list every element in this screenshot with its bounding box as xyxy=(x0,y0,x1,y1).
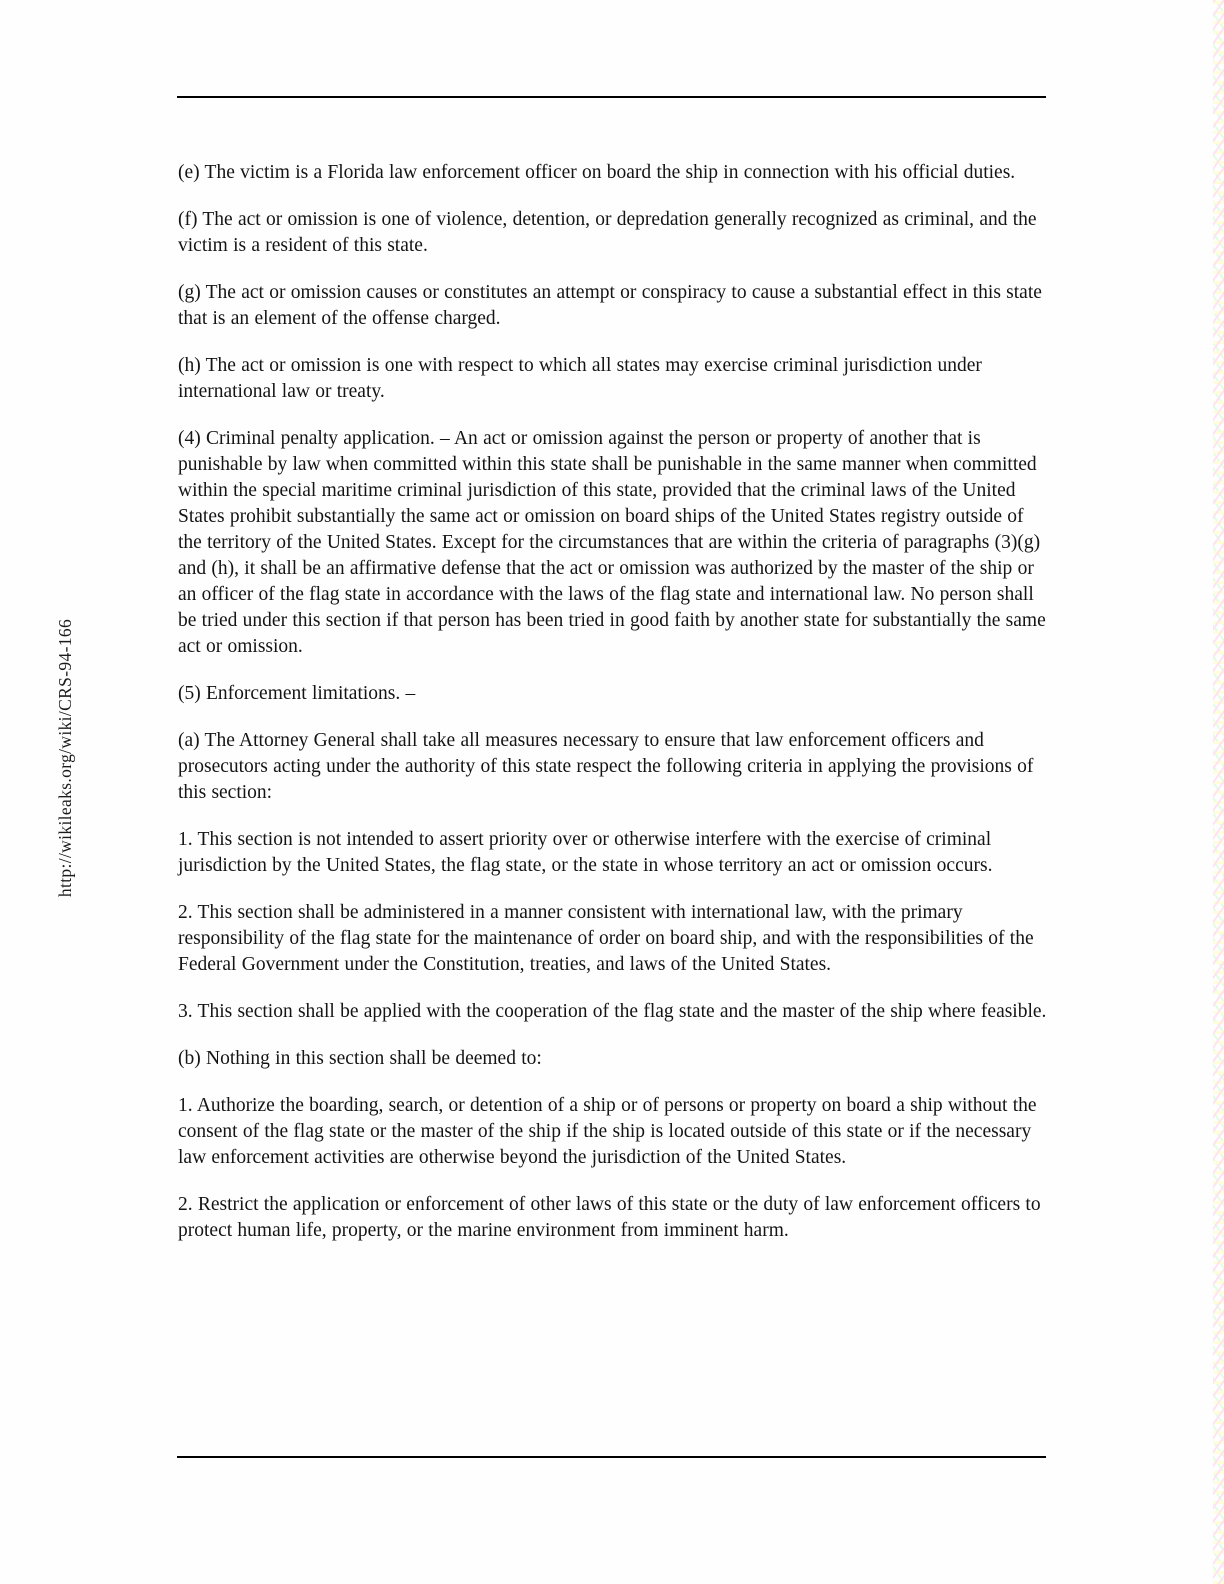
paragraph-5-enforcement-limitations: (5) Enforcement limitations. – xyxy=(178,683,416,704)
paragraph-e: (e) The victim is a Florida law enforcement officer on board the ship in connection with his official duties. xyxy=(178,162,1016,183)
paragraph-5b: (b) Nothing in this section shall be deemed to: xyxy=(178,1048,542,1069)
paragraph-5a-1: 1. This section is not intended to assert priority over or otherwise interfere with the exercise of criminal jurisdiction by the United States, the flag state, or the state in whose territory an act or omission occurs. xyxy=(178,829,993,876)
paragraph-4-criminal-penalty: (4) Criminal penalty application. – An act or omission against the person or property of another that is punishable by law when committed within this state shall be punishable in the same manner when committed within the special maritime criminal jurisdiction of this state, provided that the criminal laws of the United States prohibit substantially the same act or omission on board ships of the United States registry outside of the territory of the United States. Except for the circumstances that are within the criteria of paragraphs (3)(g) and (h), it shall be an affirmative defense that the act or omission was authorized by the master of the ship or an officer of the flag state in accordance with the laws of the flag state and international law. No person shall be tried under this section if that person has been tried in good faith by another state for substantially the same act or omission. xyxy=(178,428,1046,657)
paragraph-5a-3: 3. This section shall be applied with the cooperation of the flag state and the master of the ship where feasible. xyxy=(178,1001,1047,1022)
document-body xyxy=(178,160,1048,1265)
bottom-rule xyxy=(177,1456,1046,1458)
paragraph-h: (h) The act or omission is one with respect to which all states may exercise criminal jurisdiction under international law or treaty. xyxy=(178,355,982,402)
edge-confetti-pattern xyxy=(1213,0,1224,1584)
top-rule xyxy=(177,96,1046,98)
paragraph-5b-2: 2. Restrict the application or enforcement of other laws of this state or the duty of law enforcement officers to protect human life, property, or the marine environment from imminent harm. xyxy=(178,1194,1041,1241)
paragraph-5b-1: 1. Authorize the boarding, search, or detention of a ship or of persons or property on board a ship without the consent of the flag state or the master of the ship if the ship is located outside of this state or if the necessary law enforcement activities are otherwise beyond the jurisdiction of the United States. xyxy=(178,1095,1037,1168)
paragraph-5a-2: 2. This section shall be administered in a manner consistent with international law, with the primary responsibility of the flag state for the maintenance of order on board ship, and with the responsibilities of the Federal Government under the Constitution, treaties, and laws of the United States. xyxy=(178,902,1034,975)
watermark-url: http://wikileaks.org/wiki/CRS-94-166 xyxy=(55,618,75,898)
paragraph-f: (f) The act or omission is one of violence, detention, or depredation generally recognized as criminal, and the victim is a resident of this state. xyxy=(178,209,1037,256)
paragraph-5a: (a) The Attorney General shall take all measures necessary to ensure that law enforcement officers and prosecutors acting under the authority of this state respect the following criteria in applying the provisions of this section: xyxy=(178,730,1034,803)
paragraph-g: (g) The act or omission causes or constitutes an attempt or conspiracy to cause a substantial effect in this state that is an element of the offense charged. xyxy=(178,282,1042,329)
